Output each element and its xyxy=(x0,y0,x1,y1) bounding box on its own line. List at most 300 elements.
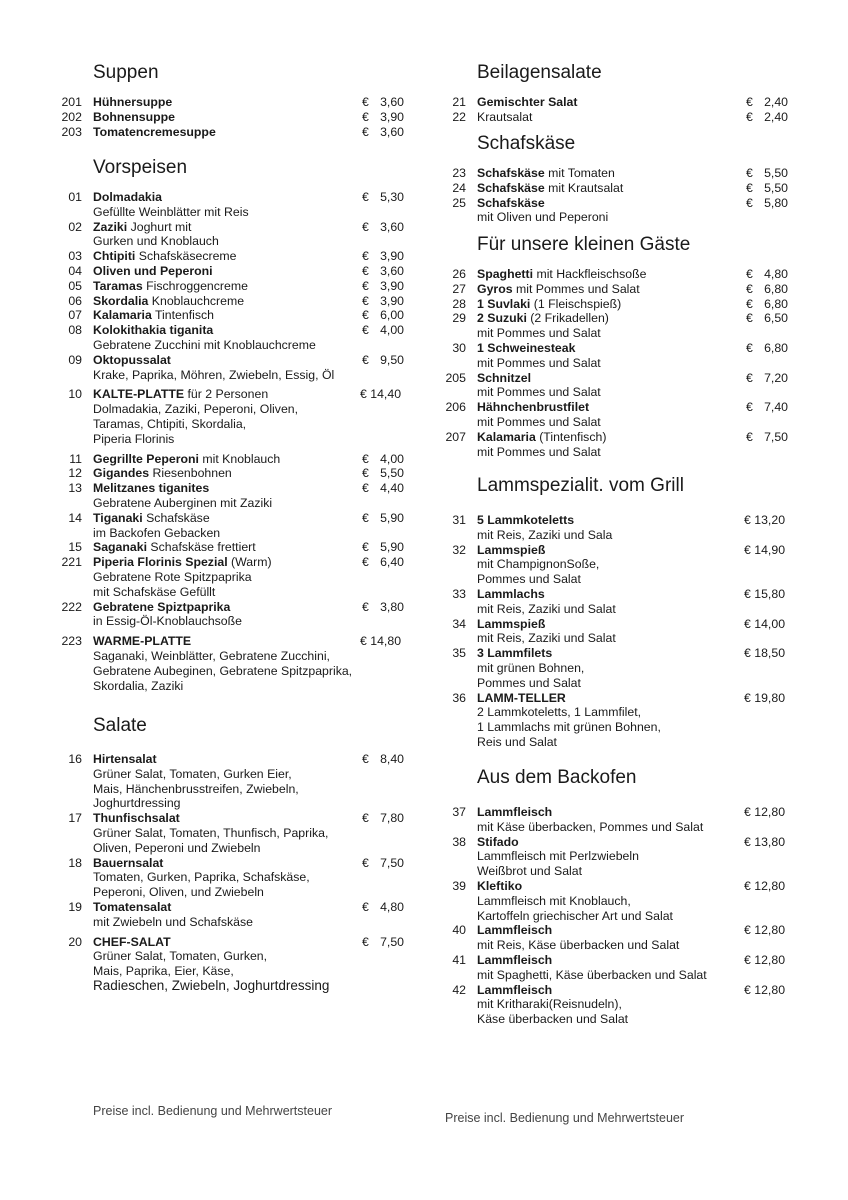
item-name xyxy=(93,466,232,481)
item-inline-description: (2 Frikadellen) xyxy=(526,311,609,326)
price-value: 5,50 xyxy=(764,166,788,180)
item-name xyxy=(93,220,191,235)
item-name xyxy=(93,110,175,125)
item-name xyxy=(93,752,157,767)
description-text: Gebratene Rote Spitzpaprika xyxy=(93,570,252,584)
description-text: mit grünen Bohnen, xyxy=(477,661,585,675)
item-inline-description: Schafskäsecreme xyxy=(135,249,237,264)
item-title: Tomatensalat xyxy=(93,900,172,914)
item-title: Saganaki xyxy=(93,540,147,555)
currency-symbol: € xyxy=(362,555,369,570)
description-text: mit Reis, Zaziki und Salat xyxy=(477,601,616,616)
item-number: 16 xyxy=(68,752,82,766)
item-number: 02 xyxy=(68,219,82,234)
item-title: Kleftiko xyxy=(477,879,523,893)
price-value: 4,80 xyxy=(764,267,788,281)
item-price: € 14,90 xyxy=(744,542,786,557)
item-number: 40 xyxy=(452,923,466,938)
currency-symbol: € xyxy=(362,855,369,870)
currency-symbol: € xyxy=(746,429,753,444)
item-number: 203 xyxy=(61,124,82,139)
description-text: im Backofen Gebacken xyxy=(93,525,221,540)
description-text: Piperia Florinis xyxy=(93,431,175,446)
item-name xyxy=(93,811,180,826)
item-name xyxy=(477,543,545,558)
price-value: 4,00 xyxy=(380,451,404,466)
item-title: Kalamaria xyxy=(93,308,152,323)
description-text: Taramas, Chtipiti, Skordalia, xyxy=(93,417,247,431)
price-value: 7,20 xyxy=(764,370,788,385)
price-value: 6,00 xyxy=(380,308,404,323)
item-price: € 18,50 xyxy=(744,646,786,661)
price-value: 5,80 xyxy=(764,195,788,210)
item-title: Piperia Florinis Spezial xyxy=(93,555,228,570)
price-value: 3,60 xyxy=(380,219,404,234)
description-text: Weißbrot und Salat xyxy=(477,864,583,879)
description-text: Skordalia, Zaziki xyxy=(93,678,184,693)
item-title: Schafskäse xyxy=(477,180,545,195)
item-title: Oktopussalat xyxy=(93,352,171,367)
price-value: 2,40 xyxy=(764,109,788,124)
currency-symbol: € xyxy=(746,180,753,195)
item-title: Taramas xyxy=(93,278,143,293)
item-name xyxy=(477,835,519,850)
currency-symbol: € xyxy=(746,341,753,355)
item-inline-description: mit Knoblauch xyxy=(198,451,281,466)
currency-symbol: € xyxy=(362,466,369,481)
currency-symbol: € xyxy=(746,166,753,180)
item-title: Gemischter Salat xyxy=(477,95,578,109)
description-text: mit Pommes und Salat xyxy=(477,444,601,459)
section-title: Suppen xyxy=(93,62,159,83)
price-value: 3,90 xyxy=(380,109,404,124)
description-text: Gefüllte Weinblätter mit Reis xyxy=(93,204,249,219)
price-value: 3,90 xyxy=(380,293,404,308)
price-value: 5,50 xyxy=(380,466,404,481)
item-name xyxy=(93,249,237,264)
item-inline-description: Schafskäse frettiert xyxy=(147,540,256,555)
item-price: € 12,80 xyxy=(744,805,786,819)
item-title: Gebratene Spiztpaprika xyxy=(93,599,231,614)
description-text: Reis und Salat xyxy=(477,735,557,749)
item-number: 26 xyxy=(452,267,466,281)
item-name xyxy=(477,587,545,602)
currency-symbol: € xyxy=(362,124,369,139)
description-text: Kartoffeln griechischer Art und Salat xyxy=(477,908,673,923)
currency-symbol: € xyxy=(362,264,369,278)
currency-symbol: € xyxy=(362,293,369,308)
item-number: 34 xyxy=(452,616,466,631)
description-text: Gebratene Auberginen mit Zaziki xyxy=(93,496,273,510)
item-number: 01 xyxy=(68,190,82,204)
item-title: Oliven und Peperoni xyxy=(93,264,213,278)
section-title: Aus dem Backofen xyxy=(477,767,637,788)
item-title: 1 Suvlaki xyxy=(477,296,531,311)
item-title: Hähnchenbrustfilet xyxy=(477,400,590,415)
item-title: Lammspieß xyxy=(477,542,546,557)
item-name xyxy=(93,308,214,323)
item-number: 23 xyxy=(452,166,466,180)
item-name xyxy=(477,513,574,528)
item-name xyxy=(477,341,575,356)
item-name xyxy=(477,371,531,386)
item-title: Bohnensuppe xyxy=(93,109,175,124)
description-text: mit Pommes und Salat xyxy=(477,326,601,341)
item-title: Skordalia xyxy=(93,293,149,308)
price-value: 9,50 xyxy=(380,352,404,367)
price-value: 5,30 xyxy=(380,190,404,204)
description-text: mit Spaghetti, Käse überbacken und Salat xyxy=(477,967,707,982)
price-value: 3,90 xyxy=(380,249,404,264)
description-text: 1 Lammlachs mit grünen Bohnen, xyxy=(477,720,661,735)
price-value: 7,40 xyxy=(764,400,788,415)
description-text: Pommes und Salat xyxy=(477,572,581,587)
description-text: Mais, Paprika, Eier, Käse, xyxy=(93,964,234,979)
currency-symbol: € xyxy=(362,249,369,264)
currency-symbol: € xyxy=(362,811,369,826)
item-title: Kalamaria xyxy=(477,429,536,444)
section-title: Lammspezialit. vom Grill xyxy=(477,475,684,496)
price-value: 2,40 xyxy=(764,95,788,109)
description-text: Gebratene Aubeginen, Gebratene Spitzpaprika, xyxy=(93,663,353,678)
item-title: LAMM-TELLER xyxy=(477,690,566,705)
description-text: mit Reis, Käse überbacken und Salat xyxy=(477,938,680,953)
item-number: 32 xyxy=(452,542,466,557)
price-value: 4,00 xyxy=(380,323,404,338)
currency-symbol: € xyxy=(362,481,369,496)
item-title: Dolmadakia xyxy=(93,190,163,204)
price-value: 4,80 xyxy=(380,900,404,914)
currency-symbol: € xyxy=(746,95,753,109)
description-text: mit Oliven und Peperoni xyxy=(477,210,609,225)
currency-symbol: € xyxy=(746,281,753,296)
item-price: € 12,80 xyxy=(744,879,786,893)
price-value: 3,60 xyxy=(380,95,404,109)
item-number: 12 xyxy=(68,466,82,481)
item-name xyxy=(93,125,216,140)
item-name xyxy=(93,555,272,570)
item-name xyxy=(477,196,545,211)
currency-symbol: € xyxy=(362,278,369,293)
description-text: mit Kritharaki(Reisnudeln), xyxy=(477,997,622,1012)
item-number: 206 xyxy=(445,400,466,415)
item-title: Gigandes xyxy=(93,466,150,481)
currency-symbol: € xyxy=(362,323,369,338)
item-name xyxy=(93,294,244,309)
item-name xyxy=(93,353,171,368)
item-inline-description: Joghurt mit xyxy=(127,219,192,234)
item-title: Kolokithakia tiganita xyxy=(93,323,214,338)
description-text: mit Pommes und Salat xyxy=(477,415,601,429)
description-text: mit Pommes und Salat xyxy=(477,385,601,400)
description-text: mit ChampignonSoße, xyxy=(477,557,600,572)
item-title: 5 Lammkoteletts xyxy=(477,513,575,527)
item-number: 29 xyxy=(452,311,466,326)
item-name xyxy=(477,181,623,196)
item-title: Lammspieß xyxy=(477,616,546,631)
item-number: 222 xyxy=(61,599,82,614)
currency-symbol: € xyxy=(362,752,369,766)
footer-note-left: Preise incl. Bedienung und Mehrwertsteuer xyxy=(93,1104,333,1118)
price-value: 3,60 xyxy=(380,124,404,139)
item-title: WARME-PLATTE xyxy=(93,634,192,649)
item-number: 22 xyxy=(452,109,466,124)
description-text: Grüner Salat, Tomaten, Gurken, xyxy=(93,949,268,964)
description-text: Käse überbacken und Salat xyxy=(477,1012,629,1027)
item-number: 36 xyxy=(452,690,466,705)
price-value: 6,50 xyxy=(764,311,788,326)
item-inline-description: (Warm) xyxy=(227,555,272,570)
item-number: 19 xyxy=(68,900,82,914)
item-number: 14 xyxy=(68,510,82,525)
item-name xyxy=(93,600,230,615)
description-text: Pommes und Salat xyxy=(477,675,581,690)
item-name xyxy=(477,879,522,894)
footer-note-right: Preise incl. Bedienung und Mehrwertsteuer xyxy=(445,1111,685,1125)
item-title: Spaghetti xyxy=(477,267,534,281)
item-number: 38 xyxy=(452,834,466,849)
section-title: Schafskäse xyxy=(477,133,576,154)
item-name xyxy=(477,282,640,297)
item-name xyxy=(93,323,213,338)
item-name xyxy=(477,400,589,415)
description-text: Mais, Hänchenbrusstreifen, Zwiebeln, xyxy=(93,781,299,796)
item-inline-description: (1 Fleischspieß) xyxy=(530,296,622,311)
description-text: Oliven, Peperoni und Zwiebeln xyxy=(93,840,261,855)
description-text: 2 Lammkoteletts, 1 Lammfilet, xyxy=(477,705,642,720)
currency-symbol: € xyxy=(362,900,369,914)
item-title: Zaziki xyxy=(93,219,128,234)
item-title: Schafskäse xyxy=(477,195,545,210)
currency-symbol: € xyxy=(362,219,369,234)
currency-symbol: € xyxy=(362,451,369,466)
description-text: Peperoni, Oliven, und Zwiebeln xyxy=(93,885,264,900)
item-name xyxy=(477,297,621,312)
item-title: Schafskäse xyxy=(477,166,545,180)
item-title: Hirtensalat xyxy=(93,752,157,766)
item-name xyxy=(477,267,646,282)
description-text: Krake, Paprika, Möhren, Zwiebeln, Essig, Öl xyxy=(93,367,335,382)
item-number: 09 xyxy=(68,352,82,367)
item-name xyxy=(93,452,280,467)
description-text: Tomaten, Gurken, Paprika, Schafskäse, xyxy=(93,870,310,885)
section-title: Salate xyxy=(93,715,147,736)
currency-symbol: € xyxy=(746,109,753,124)
item-name xyxy=(93,511,210,526)
item-title: Gegrillte Peperoni xyxy=(93,451,199,466)
item-title: Tomatencremesuppe xyxy=(93,124,216,139)
item-number: 10 xyxy=(68,387,82,402)
price-value: 8,40 xyxy=(380,752,404,766)
currency-symbol: € xyxy=(362,599,369,614)
item-inline-description: Knoblauchcreme xyxy=(148,293,245,308)
price-value: 5,50 xyxy=(764,180,788,195)
description-text: Dolmadakia, Zaziki, Peperoni, Oliven, xyxy=(93,402,299,417)
item-name xyxy=(477,646,552,661)
item-name xyxy=(93,540,256,555)
item-title: Lammlachs xyxy=(477,587,545,601)
item-price: € 19,80 xyxy=(744,690,786,705)
item-number: 25 xyxy=(452,195,466,210)
description-text: mit Reis, Zaziki und Sala xyxy=(477,527,613,542)
item-number: 42 xyxy=(452,982,466,997)
item-number: 207 xyxy=(445,429,466,444)
item-name xyxy=(477,617,545,632)
description-text: Radieschen, Zwiebeln, Joghurtdressing xyxy=(93,978,330,993)
description-text: Lammfleisch mit Perlzwiebeln xyxy=(477,849,639,864)
price-value: 7,80 xyxy=(380,811,404,826)
description-text: mit Käse überbacken, Pommes und Salat xyxy=(477,819,704,834)
item-name xyxy=(93,856,163,871)
price-value: 6,80 xyxy=(764,296,788,311)
currency-symbol: € xyxy=(746,400,753,415)
item-title: Gyros xyxy=(477,281,513,296)
item-number: 06 xyxy=(68,293,82,308)
item-name xyxy=(477,311,609,326)
item-number: 27 xyxy=(452,281,466,296)
item-number: 33 xyxy=(452,587,466,601)
description-text: Saganaki, Weinblätter, Gebratene Zucchini, xyxy=(93,649,330,663)
item-name xyxy=(93,190,162,205)
item-title: Lammfleisch xyxy=(477,953,553,967)
item-number: 37 xyxy=(452,805,466,819)
item-title: Bauernsalat xyxy=(93,855,164,870)
description-text: in Essig-Öl-Knoblauchsoße xyxy=(93,614,242,629)
item-title: 2 Suzuki xyxy=(477,311,527,326)
item-title: Krautsalat xyxy=(477,109,533,124)
item-name xyxy=(477,983,552,998)
description-text: Gebratene Zucchini mit Knoblauchcreme xyxy=(93,338,316,352)
currency-symbol: € xyxy=(746,370,753,385)
currency-symbol: € xyxy=(362,308,369,323)
item-number: 201 xyxy=(61,95,82,109)
item-name xyxy=(93,279,248,294)
item-title: Lammfleisch xyxy=(477,805,553,819)
item-number: 08 xyxy=(68,323,82,338)
section-title: Beilagensalate xyxy=(477,62,602,83)
item-number: 39 xyxy=(452,879,466,893)
item-number: 03 xyxy=(68,249,82,264)
currency-symbol: € xyxy=(362,352,369,367)
item-number: 18 xyxy=(68,855,82,870)
item-title: Schnitzel xyxy=(477,370,531,385)
item-number: 205 xyxy=(445,370,466,385)
item-title: 3 Lammfilets xyxy=(477,646,553,661)
item-inline-description: mit Hackfleischsoße xyxy=(533,267,647,281)
price-value: 7,50 xyxy=(764,429,788,444)
price-value: 6,80 xyxy=(764,281,788,296)
currency-symbol: € xyxy=(362,109,369,124)
currency-symbol: € xyxy=(362,190,369,204)
price-value: 6,40 xyxy=(380,555,404,570)
description-text: mit Pommes und Salat xyxy=(477,355,601,370)
item-price: € 13,20 xyxy=(744,513,786,527)
item-inline-description: (Tintenfisch) xyxy=(535,429,607,444)
item-price: € 15,80 xyxy=(744,587,786,601)
item-name xyxy=(93,900,171,915)
currency-symbol: € xyxy=(746,267,753,281)
item-name xyxy=(93,264,213,279)
item-number: 30 xyxy=(452,341,466,355)
price-value: 5,90 xyxy=(380,510,404,525)
price-value: 3,90 xyxy=(380,278,404,293)
item-inline-description: Tintenfisch xyxy=(151,308,214,323)
description-text: Grüner Salat, Tomaten, Thunfisch, Paprika, xyxy=(93,826,329,840)
item-name xyxy=(477,953,552,968)
item-title: KALTE-PLATTE xyxy=(93,387,185,402)
price-value: 3,60 xyxy=(380,264,404,278)
item-number: 41 xyxy=(452,953,466,967)
item-name xyxy=(93,95,172,110)
description-text: Joghurtdressing xyxy=(93,796,181,811)
item-inline-description: mit Tomaten xyxy=(544,166,615,180)
description-text: Gurken und Knoblauch xyxy=(93,234,219,249)
item-name xyxy=(477,430,606,445)
item-price: € 14,80 xyxy=(360,634,402,649)
item-name xyxy=(477,110,532,125)
item-price: € 12,80 xyxy=(744,953,786,967)
description-text: mit Schafskäse Gefüllt xyxy=(93,584,216,599)
item-number: 07 xyxy=(68,308,82,323)
currency-symbol: € xyxy=(362,540,369,555)
item-name xyxy=(93,387,268,402)
item-price: € 12,80 xyxy=(744,923,786,938)
price-value: 3,80 xyxy=(380,599,404,614)
item-inline-description: für 2 Personen xyxy=(184,387,269,402)
item-name xyxy=(93,634,191,649)
description-text: Lammfleisch mit Knoblauch, xyxy=(477,893,631,908)
item-inline-description: Fischroggencreme xyxy=(142,278,248,293)
item-number: 221 xyxy=(61,555,82,570)
item-inline-description: mit Krautsalat xyxy=(544,180,624,195)
item-title: Melitzanes tiganites xyxy=(93,481,210,496)
currency-symbol: € xyxy=(746,311,753,326)
item-title: Tiganaki xyxy=(93,510,143,525)
item-number: 04 xyxy=(68,264,82,278)
price-value: 4,40 xyxy=(380,481,404,496)
section-title: Vorspeisen xyxy=(93,157,188,178)
item-price: € 14,00 xyxy=(744,616,786,631)
item-name xyxy=(477,95,577,110)
item-number: 13 xyxy=(68,481,82,496)
price-value: 6,80 xyxy=(764,341,788,355)
item-name xyxy=(477,805,552,820)
item-name xyxy=(93,935,171,950)
item-price: € 13,80 xyxy=(744,834,786,849)
item-number: 31 xyxy=(452,513,466,527)
currency-symbol: € xyxy=(362,510,369,525)
item-number: 11 xyxy=(69,451,82,466)
currency-symbol: € xyxy=(362,934,369,949)
price-value: 7,50 xyxy=(380,855,404,870)
item-title: Lammfleisch xyxy=(477,982,553,997)
item-title: Hühnersuppe xyxy=(93,95,173,109)
item-title: 1 Schweinesteak xyxy=(477,341,576,355)
item-number: 05 xyxy=(68,278,82,293)
item-title: Lammfleisch xyxy=(477,923,553,938)
description-text: Grüner Salat, Tomaten, Gurken Eier, xyxy=(93,766,292,781)
item-name xyxy=(93,481,209,496)
item-number: 20 xyxy=(68,934,82,949)
item-price: € 14,40 xyxy=(360,387,402,402)
item-price: € 12,80 xyxy=(744,982,786,997)
currency-symbol: € xyxy=(362,95,369,109)
price-value: 7,50 xyxy=(380,934,404,949)
item-inline-description: mit Pommes und Salat xyxy=(512,281,640,296)
section-title: Für unsere kleinen Gäste xyxy=(477,234,691,255)
description-text: mit Zwiebeln und Schafskäse xyxy=(93,914,253,929)
item-title: Thunfischsalat xyxy=(93,811,180,826)
